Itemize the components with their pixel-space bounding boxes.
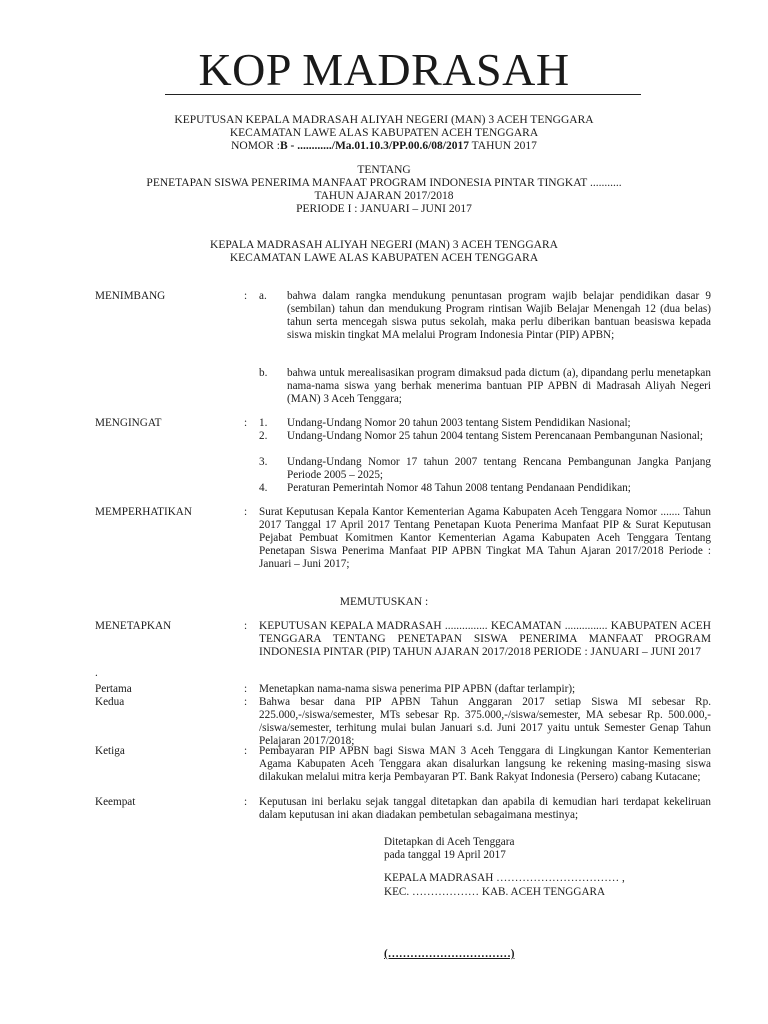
menimbang-marker-b: b. (259, 367, 268, 379)
memperhatikan-colon: : (244, 506, 248, 518)
nomor-value: B - ............/Ma.01.10.3/PP.00.6/08/2017 (280, 140, 470, 152)
mengingat-item-1: Undang-Undang Nomor 20 tahun 2003 tentang Sistem Pendidikan Nasional; (287, 417, 631, 429)
kop-underline (165, 94, 641, 95)
mengingat-marker-3: 3. (259, 456, 268, 468)
memutuskan-heading: MEMUTUSKAN : (339, 596, 429, 608)
signature-date: pada tanggal 19 April 2017 (384, 849, 506, 861)
memperhatikan-text: Surat Keputusan Kepala Kantor Kementerian Agama Kabupaten Aceh Tenggara Nomor ....... Tahun 2017 Tanggal 17 April 2017 Tentang Penetapan Kuota Penerima Manfaat PIP & Surat Keputusan Pejabat Pembuat Komitmen Kantor Kementerian Agama Kabupaten Aceh Tenggara Tentang Penetapan Siswa Penerima Manfaat PIP APBN Tingkat MA Tahun Ajaran 2017/2018 Periode : Januari – Juni 2017; (259, 506, 711, 570)
menimbang-colon: : (244, 290, 248, 302)
diktum-kedua-colon: : (244, 696, 248, 708)
kepala-line-1: KEPALA MADRASAH ALIYAH NEGERI (MAN) 3 ACEH TENGGARA (210, 239, 558, 251)
diktum-pertama-label: Pertama (95, 683, 132, 695)
menetapkan-text: KEPUTUSAN KEPALA MADRASAH ............... KECAMATAN ............... KABUPATEN ACEH TENGGARA TENTANG PENETAPAN SISWA PENERIMA MANFAAT PROGRAM INDONESIA PINTAR (PIP) TAHUN AJARAN 2017/2018 PERIODE : JANUARI – JUNI 2017 (259, 620, 711, 658)
signature-title-1: KEPALA MADRASAH …………………………… , (384, 872, 625, 884)
diktum-keempat-colon: : (244, 796, 248, 808)
menetapkan-label: MENETAPKAN (95, 620, 172, 632)
tentang-label: TENTANG (357, 164, 411, 176)
nomor-prefix: NOMOR : (231, 140, 280, 152)
menimbang-item-b: bahwa untuk merealisasikan program dimaksud pada dictum (a), dipandang perlu menetapkan nama-nama siswa yang berhak menerima bantuan PIP APBN di Madrasah Aliyah Negeri (MAN) 3 Aceh Tenggara; (287, 367, 711, 405)
tentang-line-1: PENETAPAN SISWA PENERIMA MANFAAT PROGRAM INDONESIA PINTAR TINGKAT ........... (146, 177, 622, 189)
header-line-2: KECAMATAN LAWE ALAS KABUPATEN ACEH TENGGARA (229, 127, 539, 139)
signature-place: Ditetapkan di Aceh Tenggara (384, 836, 515, 848)
mengingat-label: MENGINGAT (95, 417, 162, 429)
menimbang-marker-a: a. (259, 290, 267, 302)
mengingat-colon: : (244, 417, 248, 429)
tentang-line-3: PERIODE I : JANUARI – JUNI 2017 (296, 203, 472, 215)
signature-title-2: KEC. ……………… KAB. ACEH TENGGARA (384, 886, 606, 898)
diktum-kedua-text: Bahwa besar dana PIP APBN Tahun Anggaran 2017 setiap Siswa MI sebesar Rp. 225.000,-/siswa/semester, MTs sebesar Rp. 375.000,-/siswa/semester, MA sebesar Rp. 500.000,- /siswa/semester, terhitung mulai bulan Januari s.d. Juni 2017 yaitu untuk Semester Genap Tahun Pelajaran 2017/2018; (259, 696, 711, 747)
tentang-line-2: TAHUN AJARAN 2017/2018 (314, 190, 454, 202)
memperhatikan-label: MEMPERHATIKAN (95, 506, 192, 518)
mengingat-item-4: Peraturan Pemerintah Nomor 48 Tahun 2008 tentang Pendanaan Pendidikan; (287, 482, 631, 494)
diktum-keempat-text: Keputusan ini berlaku sejak tanggal ditetapkan dan apabila di kemudian hari terdapat kekeliruan dalam keputusan ini akan diadakan pembetulan sebagaimana mestinya; (259, 796, 711, 821)
nomor-suffix: TAHUN 2017 (469, 140, 537, 152)
header-line-1: KEPUTUSAN KEPALA MADRASAH ALIYAH NEGERI (MAN) 3 ACEH TENGGARA (174, 114, 594, 126)
diktum-pertama-text: Menetapkan nama-nama siswa penerima PIP APBN (daftar terlampir); (259, 683, 576, 695)
mengingat-marker-1: 1. (259, 417, 268, 429)
kepala-line-2: KECAMATAN LAWE ALAS KABUPATEN ACEH TENGGARA (229, 252, 539, 264)
kop-title: KOP MADRASAH (198, 44, 570, 95)
diktum-keempat-label: Keempat (95, 796, 136, 808)
menimbang-item-a: bahwa dalam rangka mendukung penuntasan program wajib belajar pendidikan dasar 9 (sembilan) tahun dan mendukung Program rintisan Wajib Belajar Menengah 12 (dua belas) tahun serta mencegah siswa putus sekolah, maka perlu diberikan bantuan beasiswa kepada siswa miskin tingkat MA melalui Program Indonesia Pintar (PIP) APBN; (287, 290, 711, 341)
mengingat-marker-4: 4. (259, 482, 268, 494)
diktum-ketiga-label: Ketiga (95, 745, 125, 757)
header-nomor (0, 140, 768, 153)
diktum-pertama-colon: : (244, 683, 248, 695)
diktum-ketiga-text: Pembayaran PIP APBN bagi Siswa MAN 3 Aceh Tenggara di Lingkungan Kantor Kementerian Agama Kabupaten Aceh Tenggara akan disalurkan langsung ke rekening masing-masing siswa dilakukan melalui mitra kerja Pembayaran PT. Bank Rakyat Indonesia (Persero) cabang Kutacane; (259, 745, 711, 783)
diktum-kedua-label: Kedua (95, 696, 125, 708)
signature-name: (……………………………) (384, 948, 515, 960)
menetapkan-colon: : (244, 620, 248, 632)
diktum-ketiga-colon: : (244, 745, 248, 757)
mengingat-item-3: Undang-Undang Nomor 17 tahun 2007 tentang Rencana Pembangunan Jangka Panjang Periode 2005 – 2025; (287, 456, 711, 481)
mengingat-marker-2: 2. (259, 430, 268, 442)
mengingat-item-2: Undang-Undang Nomor 25 tahun 2004 tentang Sistem Perencanaan Pembangunan Nasional; (287, 430, 704, 442)
menimbang-label: MENIMBANG (95, 290, 166, 302)
stray-dot: . (95, 667, 98, 679)
